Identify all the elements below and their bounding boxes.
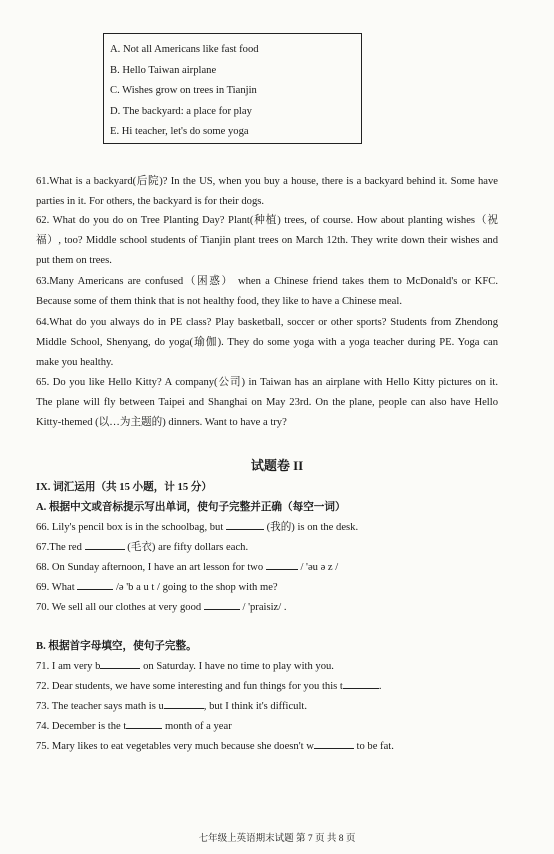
answer-blank[interactable] [85, 539, 125, 550]
answer-blank[interactable] [343, 678, 379, 689]
question-66: 66. Lily's pencil box is in the schoolbag, but (我的) is on the desk. [36, 519, 358, 534]
option-d: D. The backyard: a place for play [110, 105, 252, 117]
question-75: 75. Mary likes to eat vegetables very much because she doesn't w to be fat. [36, 738, 394, 752]
passage-62: 62. What do you do on Tree Planting Day? Plant(种植) trees, of course. How about planting wishes（祝福）, too? Middle school students of Tianjin plant trees on March 12th. They write down their wishes and put them on trees. [36, 215, 498, 266]
question-69: 69. What /ə 'b a u t / going to the shop with me? [36, 579, 278, 593]
answer-blank[interactable] [126, 718, 162, 729]
answer-blank[interactable] [100, 658, 140, 669]
page-footer: 七年级上英语期末试题 第 7 页 共 8 页 [198, 834, 356, 844]
answer-blank[interactable] [164, 698, 204, 709]
question-71: 71. I am very b on Saturday. I have no time to play with you. [36, 658, 334, 672]
part9-heading: IX. 词汇运用（共 15 小题，计 15 分） [36, 482, 212, 493]
question-74: 74. December is the t month of a year [36, 718, 232, 732]
option-b: B. Hello Taiwan airplane [110, 64, 217, 76]
answer-blank[interactable] [314, 738, 354, 749]
options-box [103, 33, 362, 144]
answer-blank[interactable] [204, 599, 240, 610]
answer-blank[interactable] [226, 519, 264, 530]
question-70: 70. We sell all our clothes at very good / 'praisiz/ . [36, 599, 286, 613]
question-67: 67.The red (毛衣) are fifty dollars each. [36, 539, 248, 554]
option-c: C. Wishes grow on trees in Tianjin [110, 85, 257, 96]
answer-blank[interactable] [77, 579, 113, 590]
question-72: 72. Dear students, we have some interesting and fun things for you this t . [36, 678, 382, 692]
option-e: E. Hi teacher, let's do some yoga [110, 126, 249, 137]
section-title: 试题卷 II [250, 458, 304, 473]
part9-sub-a: A. 根据中文或音标提示写出单词，使句子完整并正确（每空一词） [36, 502, 346, 513]
question-73: 73. The teacher says math is u , but I think it's difficult. [36, 698, 307, 712]
passage-64: 64.What do you always do in PE class? Play basketball, soccer or other sports? Students from Zhendong Middle School, Shenyang, do yoga(瑜伽). They do some yoga with a yoga teacher during PE. Yoga can make you healthy. [36, 317, 498, 368]
part9-sub-b: B. 根据首字母填空，使句子完整。 [36, 641, 197, 652]
passage-63: 63.Many Americans are confused（困惑） when a Chinese friend takes them to McDonald's or KFC. Because some of them think that is not healthy food, they like to have a Chinese meal. [36, 276, 498, 307]
passage-61: 61.What is a backyard(后院)? In the US, when you buy a house, there is a backyard behind it. Some have parties in it. For others, the backyard is for their dogs. [36, 176, 498, 207]
answer-blank[interactable] [266, 559, 298, 570]
option-a: A. Not all Americans like fast food [110, 44, 259, 55]
question-68: 68. On Sunday afternoon, I have an art lesson for two / 'əu ə z / [36, 559, 338, 573]
passage-65: 65. Do you like Hello Kitty? A company(公司) in Taiwan has an airplane with Hello Kitty pictures on it. The plane will fly between Taipei and Shanghai on May 23rd. On the plane, people can also have Hello Kitty-themed (以…为主题的) dinners. Want to have a try? [36, 377, 498, 428]
